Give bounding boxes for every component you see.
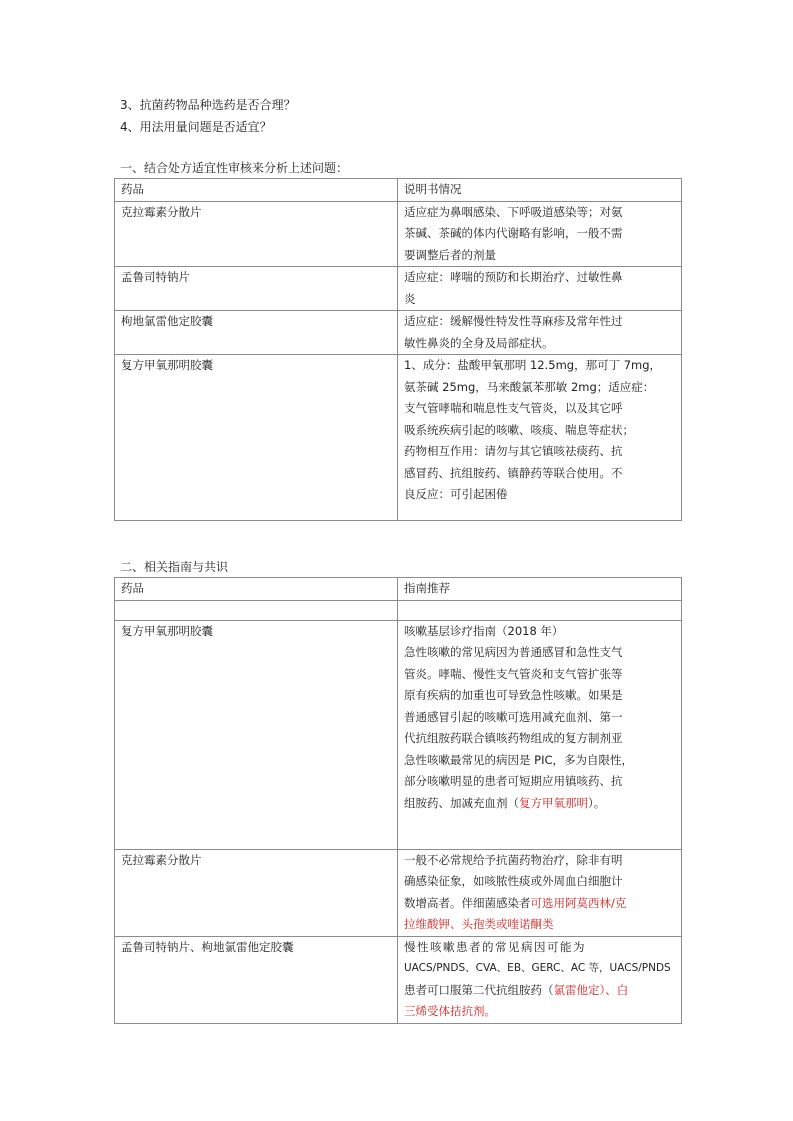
table-row bbox=[115, 201, 682, 267]
instruction-text: 适应症：缓解慢性特发性荨麻疹及常年性过 敏性鼻炎的全身及局部症状。 bbox=[398, 311, 682, 355]
guideline-table bbox=[114, 577, 682, 1024]
highlight-text: 可选用阿莫西林/克 bbox=[530, 895, 627, 910]
instructions-table bbox=[114, 178, 682, 521]
instruction-text: 适应症：哮喘的预防和长期治疗、过敏性鼻 炎 bbox=[398, 267, 682, 311]
table-row bbox=[115, 936, 682, 1023]
table-row bbox=[115, 311, 682, 355]
guideline-text: 一般不必常规给予抗菌药物治疗，除非有明 确感染征象，如咳脓性痰或外周血白细胞计 数增高者。伴细菌感染者可选用阿莫西林/克 拉维酸钾、头孢类或喹诺酮类 bbox=[398, 849, 682, 936]
header-drug: 药品 bbox=[115, 179, 398, 202]
table-row-empty bbox=[115, 600, 682, 620]
drug-name: 孟鲁司特钠片、枸地氯雷他定胶囊 bbox=[115, 936, 398, 1023]
highlight-text: 氯雷他定 bbox=[553, 982, 600, 997]
table-header-row bbox=[115, 578, 682, 601]
guideline-text: 咳嗽基层诊疗指南（2018 年） 急性咳嗽的常见病因为普通感冒和急性支气 管炎。哮喘、慢性支气管炎和支气管扩张等 原有疾病的加重也可导致急性咳嗽。如果是 普通感冒引起的咳嗽可选用减充血剂、第一 代抗组胺药联合镇咳药物组成的复方制剂亚 急性咳嗽最常见的病因是 PIC，多为自限性， 部分咳嗽明显的患者可短期应用镇咳药、抗 组胺药、加减充血剂（复方甲氧那明）。 bbox=[398, 620, 682, 849]
header-instructions: 说明书情况 bbox=[398, 179, 682, 202]
highlight-text: 拉维酸钾、头孢类或喹诺酮类 bbox=[404, 917, 554, 931]
instruction-text: 1、成分：盐酸甲氧那明 12.5mg，那可丁 7mg， 氨茶碱 25mg，马来酸氯苯那敏 2mg；适应症： 支气管哮喘和喘息性支气管炎，以及其它呼 吸系统疾病引起的咳嗽、咳痰、喘息等症状； 药物相互作用：请勿与其它镇咳祛痰药、抗 感冒药、抗组胺药、镇静药等联合使用。不 良反应：可引起困倦 bbox=[398, 355, 682, 521]
question-4: 4、用法用量问题是否适宜？ bbox=[120, 120, 272, 134]
drug-name: 复方甲氧那明胶囊 bbox=[115, 355, 398, 521]
instruction-text: 适应症为鼻咽感染、下呼吸道感染等；对氨 茶碱、茶碱的体内代谢略有影响，一般不需 要调整后者的剂量 bbox=[398, 201, 682, 267]
highlight-text: 三烯受体拮抗剂。 bbox=[404, 1004, 496, 1018]
table-header-row bbox=[115, 179, 682, 202]
table-row bbox=[115, 620, 682, 849]
drug-name: 枸地氯雷他定胶囊 bbox=[115, 311, 398, 355]
table-row bbox=[115, 355, 682, 521]
highlight-text: 复方甲氧那明 bbox=[519, 795, 588, 810]
header-drug: 药品 bbox=[115, 578, 398, 601]
drug-name: 克拉霉素分散片 bbox=[115, 201, 398, 267]
section2-title: 二、相关指南与共识 bbox=[120, 560, 229, 574]
guideline-text: 慢性咳嗽患者的常见病因可能为 UACS/PNDS、CVA、EB、GERC、AC 等，UACS/PNDS 患者可口服第二代抗组胺药（氯雷他定）、白 三烯受体拮抗剂。 bbox=[398, 936, 682, 1023]
question-3: 3、抗菌药物品种选药是否合理？ bbox=[120, 98, 296, 112]
table-row bbox=[115, 849, 682, 936]
drug-name: 克拉霉素分散片 bbox=[115, 849, 398, 936]
header-guideline: 指南推荐 bbox=[398, 578, 682, 601]
section1-title: 一、结合处方适宜性审核来分析上述问题： bbox=[120, 161, 349, 175]
drug-name: 孟鲁司特钠片 bbox=[115, 267, 398, 311]
drug-name: 复方甲氧那明胶囊 bbox=[115, 620, 398, 849]
table-row bbox=[115, 267, 682, 311]
